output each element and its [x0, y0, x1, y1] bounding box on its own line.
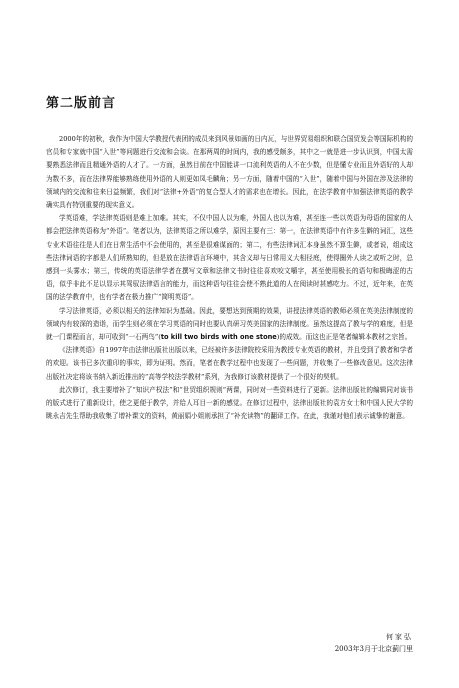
paragraph-3	[46, 305, 413, 345]
paragraph-3-text-before: 学习法律英语，必须以相关的法律知识为基础。因此，要想达到预期的效果，讲授法律英语的教师必须在英美法律制度的领域内有较深的造诣，而学生则必须在学习英语的同时也要认真研习英美国家的法律制度。虽然这提高了教与学的难度，但是就一门课程而言，却可收到“一石两鸟”(	[46, 306, 413, 342]
english-idiom: to kill two birds with one stone	[160, 333, 277, 342]
paragraph-5: 此次修订，我主要增补了“知识产权法”和“世贸组织规则”两课，同时对一些资料进行了更新。法律出版社的编辑同对该书的版式进行了重新设计，使之更便于教学，并给人耳目一新的感觉。在修订过程中，法律出版社的袁方女士和中国人民大学的眺永吉先生帮助我收集了增补课文的资料，黄丽娟小姐则承担了“补充读物”的翻译工作。在此，我谨对他们表示诚挚的谢意。	[46, 385, 413, 421]
paragraph-3-text-after: )的成效。而这也正是笔者编辑本教材之宗旨。	[276, 333, 412, 342]
paragraph-4: 《法律英语》自1997年由法律出版社出版以来，已经被许多法律院校采用为教授专业英语的教材，并且受到了教者和学者的欢迎。该书已多次重印的事实，即为证明。然而，笔者在教学过程中也发现了一些问题，并收集了一些修改意见。这次法律出版社决定将该书纳入新近推出的“高等学校法学教材”系列，为我修订该教材提供了一个很好的契机。	[46, 346, 413, 381]
preface-body	[46, 133, 413, 423]
signature-block	[335, 631, 413, 655]
page-title: 第二版前言	[46, 96, 117, 111]
paragraph-1: 2000年的初秋，我作为中国大学教授代表团的成员来到风景如画的日内瓦，与世界贸易组织和联合国贸发会等国际机构的官员和专家就中国“入世”等问题进行交流和会谈。在那两周的时间内，我的感受颇多，其中之一就是进一步认识到，中国太需要熟悉法律而且精通外语的人才了。一方面，虽然目前在中国能讲一口流利英语的人不在少数，但是懂专业而且外语好的人却为数不多，而在法律界能够熟练使用外语的人则更如凤毛麟角；另一方面，随着中国的“入世”，随着中国与外国在涉及法律的领域内的交流和往来日益频繁，我们对“法律+外语”的复合型人才的需求也在增长。因此，在法学教育中加强法律英语的教学确实具有特别重要的现实意义。	[46, 135, 413, 210]
author-name: 何家弘	[386, 633, 413, 641]
signature-date: 2003年3月于北京蓟门里	[334, 645, 413, 653]
paragraph-2: 学英语难，学法律英语则是难上加难。其实，不仅中国人以为难，外国人也以为难，甚至连一些以英语为母语的国家的人都会把法律英语称为“外语”。笔者以为，法律英语之所以难学，原因主要有三：第一，在法律英语中有许多生僻的词汇，这些专业术语往往是人们在日常生活中不会使用的，甚至是很难谋面的；第二，有些法律词汇本身虽然不算生僻，或者说，组成这些法律词语的字都是人们所熟知的，但是放在法律语言环境中，其含义却与日常用义大相径庭，使得圈外人读之或听之时，总感到一头雾水；第三，传统的英语法律学者在撰写文章和法律文书时往往喜欢咬文嚼字，甚至使用极长的语句和极晦涩的古语，似乎非此不足以显示其驾驭法律语言的能力，而这种语句往往会使不熟此道的人在阅读时甚感吃力。不过，近年来，在英国的法学教育中，也有学者在极力推广“简明英语”。	[46, 214, 413, 302]
